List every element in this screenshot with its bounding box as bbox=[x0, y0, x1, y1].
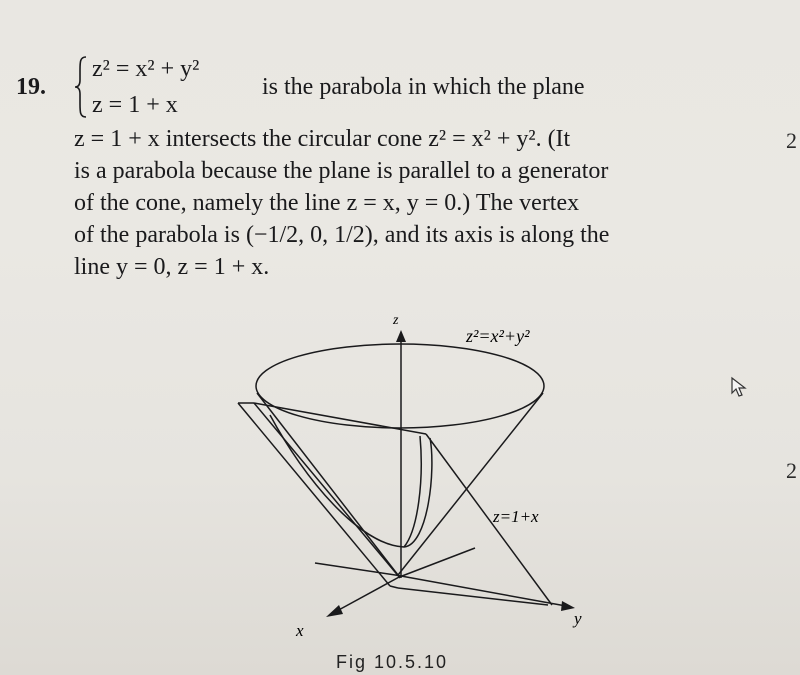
intersection-parabola bbox=[270, 415, 432, 547]
plane-equation-label: z=1+x bbox=[493, 507, 539, 526]
x-axis-label: x bbox=[296, 621, 304, 640]
plane-edge-bottom bbox=[398, 588, 548, 605]
cone-rim bbox=[256, 344, 544, 428]
solution-line-2: z = 1 + x intersects the circular cone z² = x² + y². (It bbox=[74, 126, 571, 152]
margin-char-top: 2 bbox=[786, 128, 797, 153]
cone-equation-label: z²=x²+y² bbox=[466, 326, 530, 346]
system-equation-1: z² = x² + y² bbox=[92, 56, 200, 82]
plane-edge-left-outer bbox=[238, 403, 390, 586]
construction-line-2 bbox=[402, 548, 475, 576]
z-axis-label: z bbox=[393, 313, 399, 328]
y-axis-label: y bbox=[574, 609, 582, 628]
plane-edge-back-top bbox=[254, 403, 426, 434]
mouse-cursor-icon bbox=[730, 376, 748, 398]
system-equation-2: z = 1 + x bbox=[92, 92, 178, 118]
x-axis-arrow bbox=[326, 605, 343, 617]
z-axis-arrow bbox=[396, 330, 406, 342]
solution-line-5: of the parabola is (−1/2, 0, 1/2), and its axis is along the bbox=[74, 222, 610, 248]
intersection-parabola-inner bbox=[404, 436, 421, 547]
x-axis bbox=[335, 576, 401, 612]
cone-right-generator bbox=[398, 393, 543, 575]
cone-left-generator bbox=[257, 393, 398, 575]
y-axis-arrow bbox=[561, 601, 575, 611]
problem-number: 19. bbox=[16, 74, 46, 100]
solution-line-6: line y = 0, z = 1 + x. bbox=[74, 254, 270, 280]
solution-line-4: of the cone, namely the line z = x, y = 0.) The vertex bbox=[74, 190, 580, 216]
plane-edge-left-inner bbox=[254, 403, 400, 578]
figure-caption: Fig 10.5.10 bbox=[336, 652, 449, 672]
plane-edge-bottom-corner bbox=[390, 586, 398, 588]
solution-line-1: is the parabola in which the plane bbox=[262, 74, 585, 100]
margin-char-bottom: 2 bbox=[786, 458, 797, 483]
solution-line-3: is a parabola because the plane is parallel to a generator bbox=[74, 158, 609, 184]
